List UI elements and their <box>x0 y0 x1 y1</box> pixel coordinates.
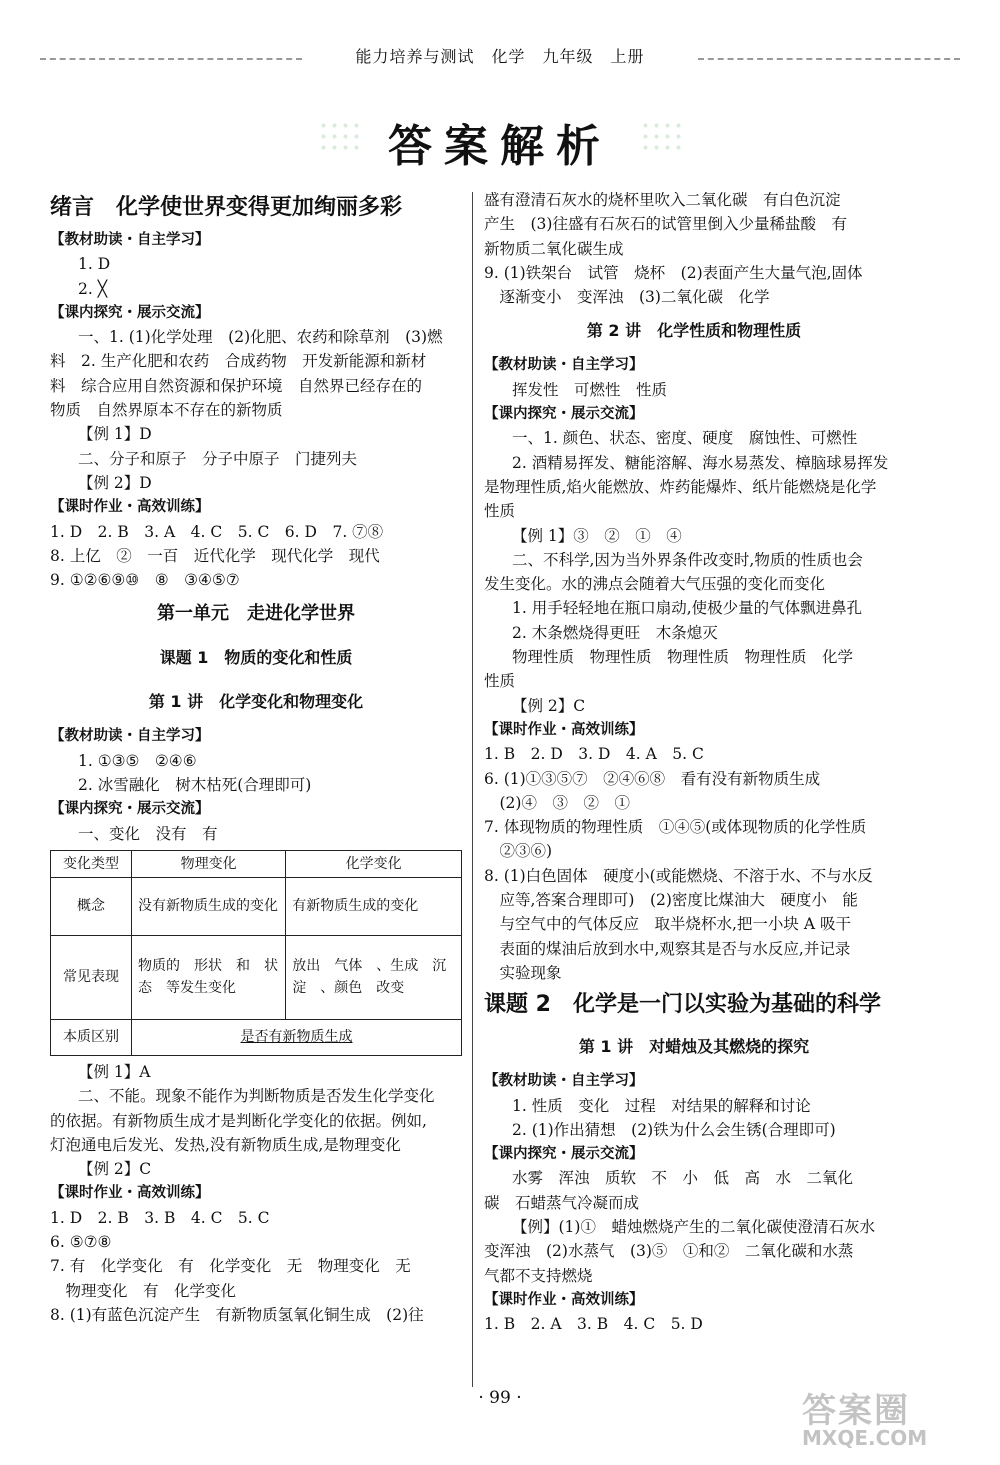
answer-line: 1. ①③⑤ ②④⑥ <box>78 751 197 770</box>
answer-line: 【例 2】C <box>512 696 586 715</box>
section-heading: 第 2 讲 化学性质和物理性质 <box>586 321 802 341</box>
watermark-url: MXQE.COM <box>802 1426 928 1450</box>
answer-line: 6. ⑤⑦⑧ <box>50 1233 112 1252</box>
answer-line: 盛有澄清石灰水的烧杯里吹入二氧化碳 有白色沉淀 <box>484 191 841 209</box>
table-cell: 是否有新物质生成 <box>132 1019 462 1055</box>
answer-line: 物理变化 有 化学变化 <box>50 1281 237 1300</box>
section-heading: 第 1 讲 对蜡烛及其燃烧的探究 <box>578 1037 810 1057</box>
answer-line: 【例 2】D <box>78 473 152 492</box>
answer-line: 【例 1】A <box>78 1062 151 1081</box>
section-label: 【课内探究・展示交流】 <box>484 406 644 423</box>
section-heading: 课题 2 化学是一门以实验为基础的科学 <box>484 992 881 1018</box>
answer-line: 的依据。有新物质生成才是判断化学变化的依据。例如, <box>50 1111 427 1130</box>
answer-line: 物质 自然界原本不存在的新物质 <box>50 401 283 420</box>
page-title: 答案解析 <box>388 121 612 172</box>
answer-line: 料 综合应用自然资源和保护环境 自然界已经存在的 <box>50 376 423 395</box>
answer-line: 性质 <box>484 502 516 521</box>
table-row-label: 概念 <box>51 877 132 935</box>
header-text: 能力培养与测试 化学 九年级 上册 <box>355 47 645 66</box>
watermark-text: 答案圈 <box>802 1391 910 1431</box>
section-label: 【教材助读・自主学习】 <box>484 357 644 374</box>
table-cell: 放出 气体 、生成 沉淀 、颜色 改变 <box>286 935 462 1019</box>
section-label: 【课时作业・高效训练】 <box>50 1185 210 1202</box>
section-heading: 第一单元 走进化学世界 <box>157 603 355 625</box>
table-header-cell: 化学变化 <box>286 850 462 877</box>
answer-line: ②③⑥) <box>484 842 553 861</box>
section-label: 【课时作业・高效训练】 <box>50 499 210 516</box>
table-cell: 有新物质生成的变化 <box>286 877 462 935</box>
section-heading: 绪言 化学使世界变得更加绚丽多彩 <box>50 195 403 220</box>
section-label: 【课时作业・高效训练】 <box>484 721 644 738</box>
answer-line: 气都不支持燃烧 <box>484 1266 593 1285</box>
title-decoration-right <box>640 120 684 156</box>
column-divider <box>472 192 473 1387</box>
answer-line: 表面的煤油后放到水中,观察其是否与水反应,并记录 <box>484 939 851 958</box>
answer-line: 水雾 浑浊 质软 不 小 低 高 水 二氧化 <box>512 1169 854 1188</box>
answer-line: 性质 <box>484 672 516 691</box>
table-cell: 物质的 形状 和 状态 等发生变化 <box>132 935 286 1019</box>
answer-line: 一、1. (1)化学处理 (2)化肥、农药和除草剂 (3)燃 <box>78 328 443 347</box>
answer-line: 二、不科学,因为当外界条件改变时,物质的性质也会 <box>512 550 863 569</box>
section-label: 【课内探究・展示交流】 <box>484 1146 644 1163</box>
table-cell: 没有新物质生成的变化 <box>132 877 286 935</box>
left-column-bottom <box>50 1060 462 1327</box>
answer-line: 7. 有 化学变化 有 化学变化 无 物理变化 无 <box>50 1257 411 1276</box>
answer-line: 9. (1)铁架台 试管 烧杯 (2)表面产生大量气泡,固体 <box>484 263 863 282</box>
answer-line: 1. D 2. B 3. A 4. C 5. C 6. D 7. ⑦⑧ <box>50 522 384 541</box>
table-header-cell: 物理变化 <box>132 850 286 877</box>
answer-line: 应等,答案合理即可) (2)密度比煤油大 硬度小 能 <box>484 891 858 910</box>
section-label: 【课时作业・高效训练】 <box>484 1291 644 1308</box>
answer-line: 1. D 2. B 3. B 4. C 5. C <box>50 1208 270 1227</box>
answer-line: 碳 石蜡蒸气冷凝而成 <box>484 1193 640 1212</box>
answer-line: 2. 木条燃烧得更旺 木条熄灭 <box>512 623 718 642</box>
answer-line: 8. (1)白色固体 硬度小(或能燃烧、不溶于水、不与水反 <box>484 866 873 885</box>
answer-line: 产生 (3)往盛有石灰石的试管里倒入少量稀盐酸 有 <box>484 215 847 234</box>
answer-line: 实验现象 <box>484 963 562 982</box>
answer-line: 挥发性 可燃性 性质 <box>512 380 668 399</box>
answer-line: 2. 酒精易挥发、糖能溶解、海水易蒸发、樟脑球易挥发 <box>512 453 889 472</box>
answer-line: 【例】(1)① 蜡烛燃烧产生的二氧化碳使澄清石灰水 <box>512 1217 875 1236</box>
answer-line: 逐渐变小 变浑浊 (3)二氧化碳 化学 <box>484 288 770 307</box>
answer-line: 二、不能。现象不能作为判断物质是否发生化学变化 <box>78 1087 435 1106</box>
table-row-label: 常见表现 <box>51 935 132 1019</box>
header-rule-right <box>698 58 960 60</box>
section-label: 【课内探究・展示交流】 <box>50 801 210 818</box>
answer-line: 2. (1)作出猜想 (2)铁为什么会生锈(合理即可) <box>512 1120 836 1139</box>
answer-line: 变浑浊 (2)水蒸气 (3)⑤ ①和② 二氧化碳和水蒸 <box>484 1242 854 1261</box>
answer-line: 7. 体现物质的物理性质 ①④⑤(或体现物质的化学性质 <box>484 818 867 837</box>
section-label: 【教材助读・自主学习】 <box>50 728 210 745</box>
section-label: 【教材助读・自主学习】 <box>50 232 210 248</box>
table-row-label: 本质区别 <box>51 1019 132 1055</box>
table-header-cell: 变化类型 <box>51 850 132 877</box>
answer-line: 8. (1)有蓝色沉淀产生 有新物质氢氧化铜生成 (2)往 <box>50 1305 424 1324</box>
answer-line: 6. (1)①③⑤⑦ ②④⑥⑧ 看有没有新物质生成 <box>484 769 821 788</box>
left-column <box>50 188 462 1327</box>
answer-line: 1. 性质 变化 过程 对结果的解释和讨论 <box>512 1096 811 1115</box>
left-column-top <box>50 188 462 846</box>
section-heading: 课题 1 物质的变化和性质 <box>159 648 353 668</box>
answer-line: 【例 1】③ ② ① ④ <box>512 526 682 545</box>
answer-line: 【例 1】D <box>78 425 152 444</box>
answer-line: 料 2. 生产化肥和农药 合成药物 开发新能源和新材 <box>50 352 427 371</box>
answer-line: 与空气中的气体反应 取半烧杯水,把一小块 A 吸干 <box>484 915 851 934</box>
answer-line: 灯泡通电后发光、发热,没有新物质生成,是物理变化 <box>50 1135 401 1154</box>
answer-line: 物理性质 物理性质 物理性质 物理性质 化学 <box>512 648 854 667</box>
answer-line: 是物理性质,焰火能燃放、炸药能爆炸、纸片能燃烧是化学 <box>484 477 877 496</box>
page-number: · 99 · <box>478 1388 522 1408</box>
answer-line: 一、变化 没有 有 <box>78 824 218 843</box>
section-heading: 第 1 讲 化学变化和物理变化 <box>148 692 364 712</box>
answer-line: 1. D <box>78 255 111 274</box>
answer-line: 9. ①②⑥⑨⑩ ⑧ ③④⑤⑦ <box>50 571 240 590</box>
answer-line: 【例 2】C <box>78 1160 152 1179</box>
section-label: 【课内探究・展示交流】 <box>50 304 210 321</box>
section-label: 【教材助读・自主学习】 <box>484 1073 644 1090</box>
answer-line: 二、分子和原子 分子中原子 门捷列夫 <box>78 449 358 468</box>
change-comparison-table <box>50 850 462 1056</box>
answer-line: 发生变化。水的沸点会随着大气压强的变化而变化 <box>484 575 826 594</box>
answer-line: 8. 上亿 ② 一百 近代化学 现代化学 现代 <box>50 546 380 565</box>
answer-line: 1. B 2. D 3. D 4. A 5. C <box>484 745 704 764</box>
answer-line: (2)④ ③ ② ① <box>484 793 630 812</box>
answer-line: 1. B 2. A 3. B 4. C 5. D <box>484 1315 703 1334</box>
answer-line: 1. 用手轻轻地在瓶口扇动,使极少量的气体飘进鼻孔 <box>512 599 863 618</box>
answer-line: 2. ╳ <box>78 279 108 298</box>
answer-line: 一、1. 颜色、状态、密度、硬度 腐蚀性、可燃性 <box>512 429 858 448</box>
watermark-logo <box>802 1383 970 1450</box>
right-column <box>484 188 904 1336</box>
right-column-body <box>484 188 904 1336</box>
answer-line: 2. 冰雪融化 树木枯死(合理即可) <box>78 776 312 795</box>
running-header <box>40 44 960 72</box>
answer-line: 新物质二氧化碳生成 <box>484 239 624 258</box>
